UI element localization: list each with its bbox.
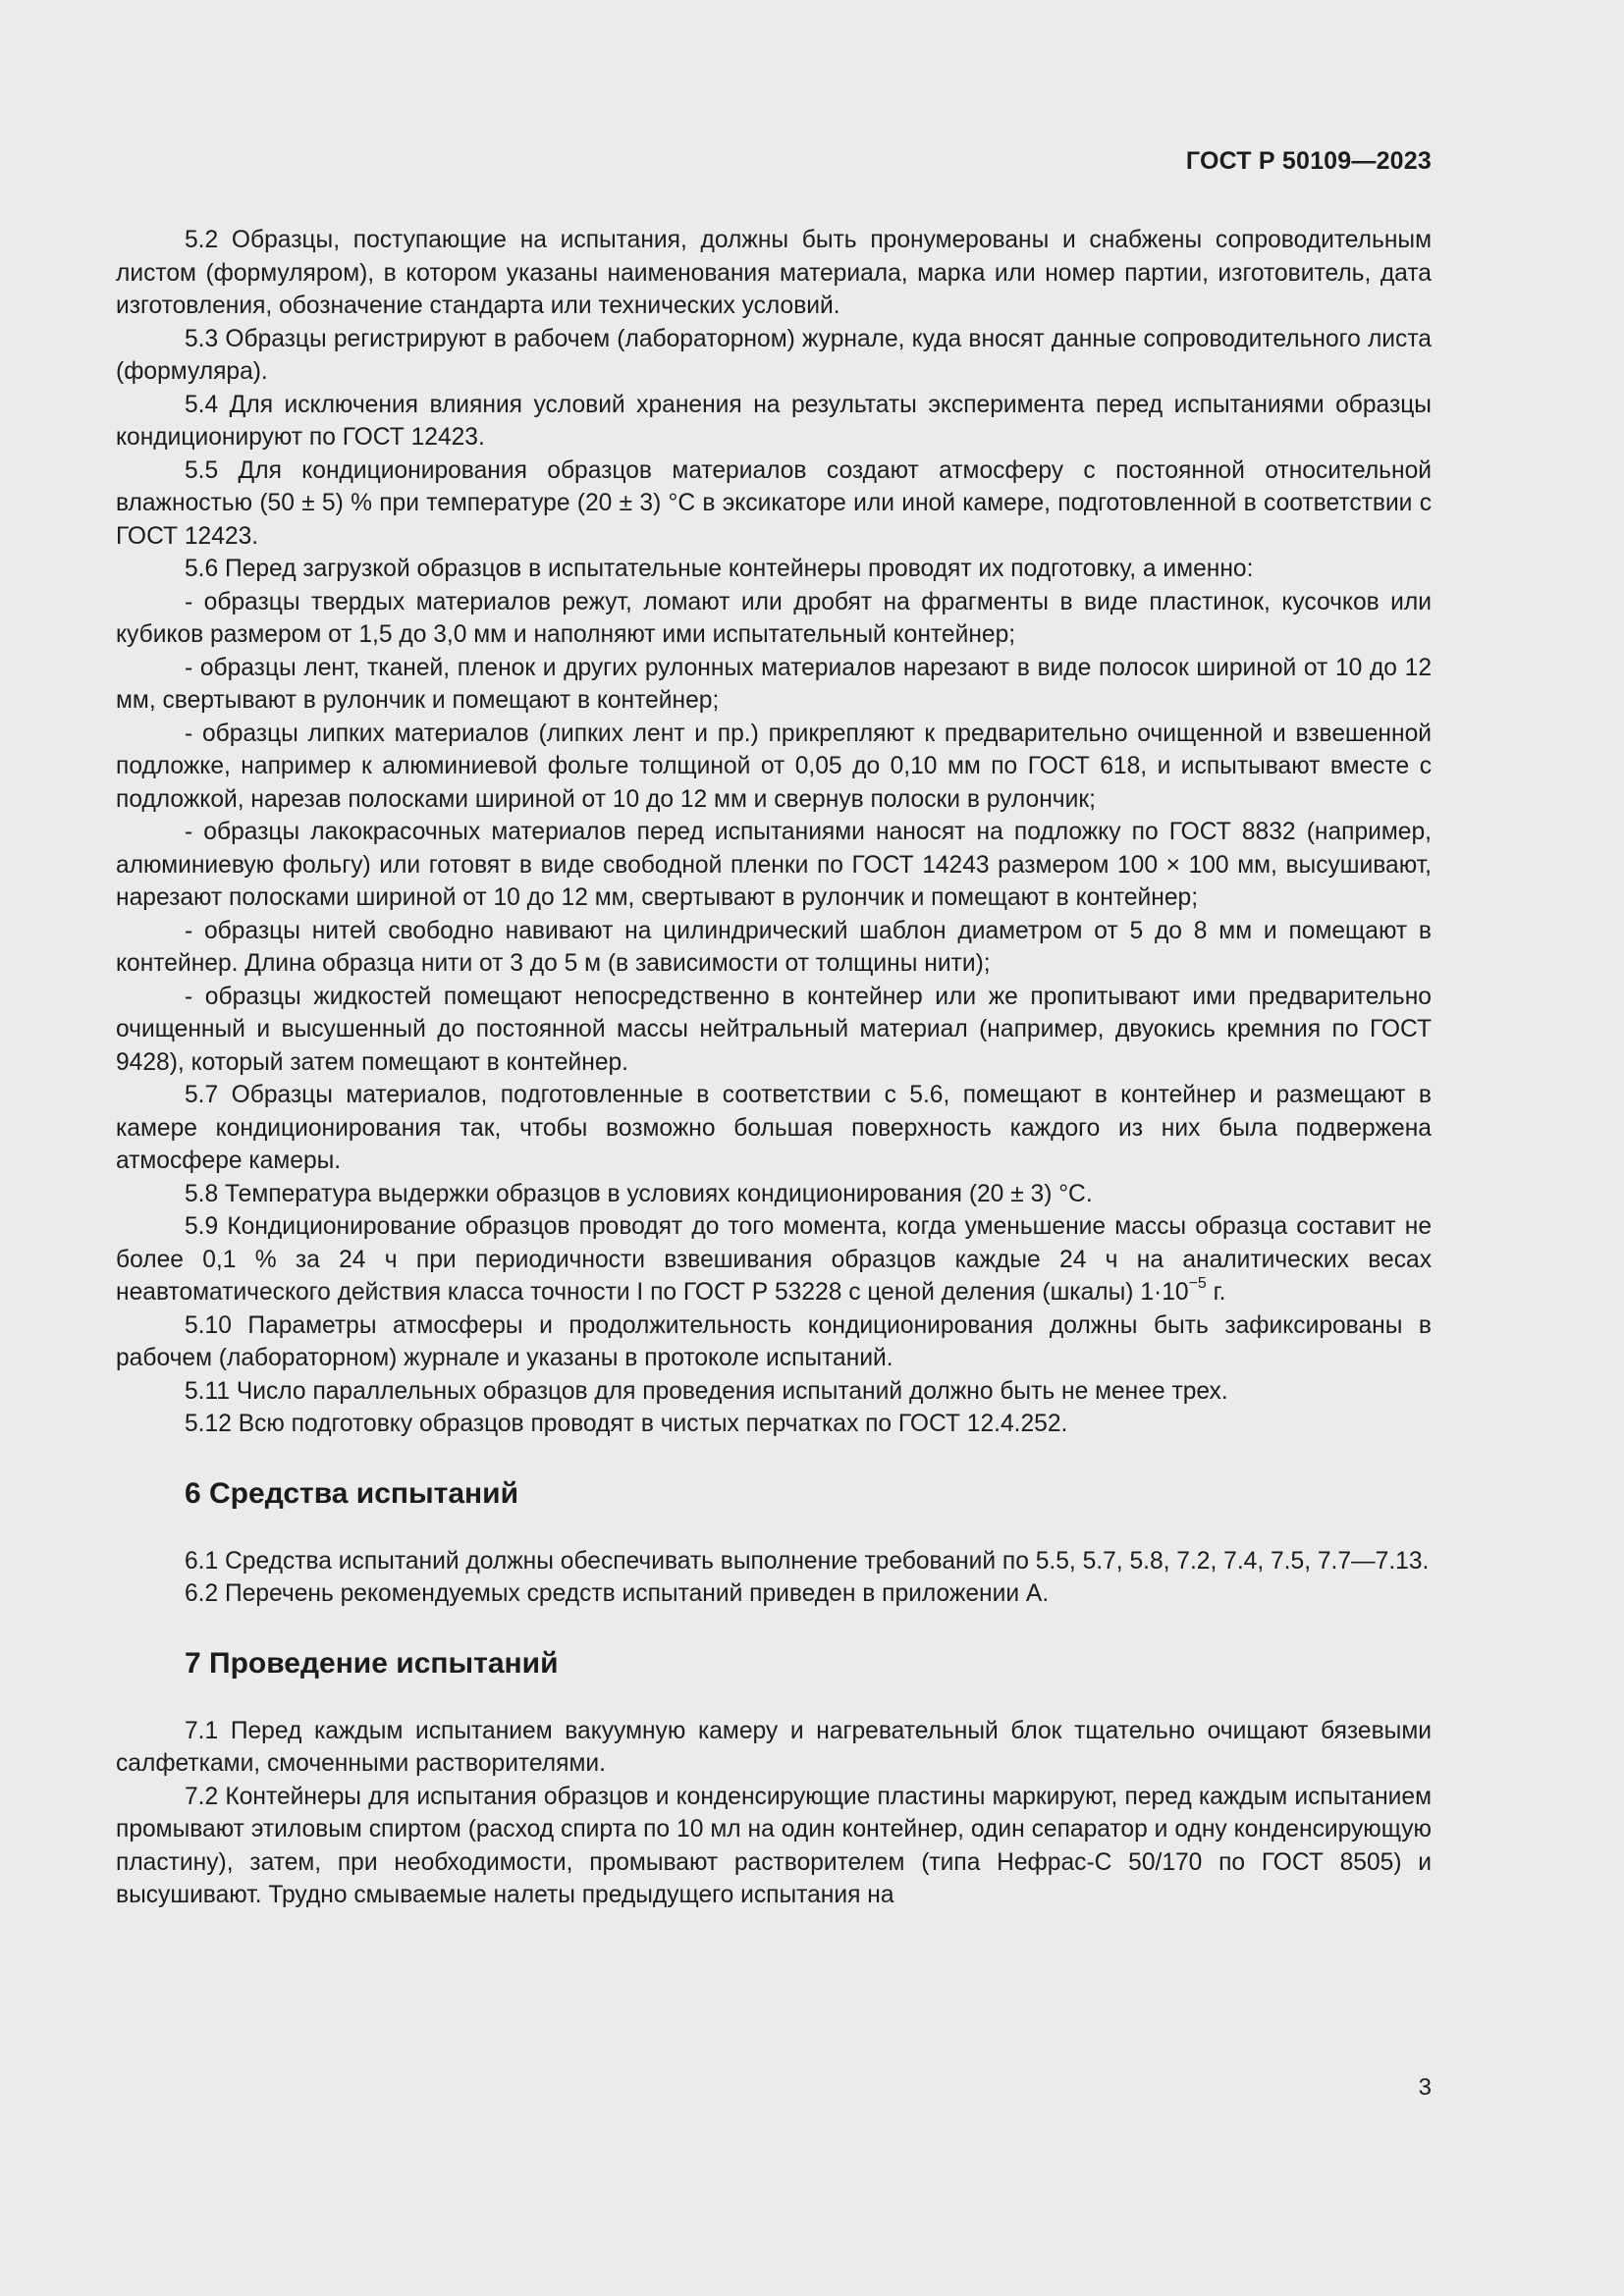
paragraph-5-10: 5.10 Параметры атмосферы и продолжительность кондиционирования должны быть зафиксированы в рабочем (лабораторном) журнале и указаны в протоколе испытаний. [116, 1311, 1432, 1371]
paragraph-5-11: 5.11 Число параллельных образцов для проведения испытаний должно быть не менее трех. [185, 1377, 1228, 1405]
paragraph-5-9-text: 5.9 Кондиционирование образцов проводят до того момента, когда уменьшение массы образца составит не более 0,1 % за 24 ч при периодичности взвешивания образцов каждые 24 ч на аналитических весах неавтоматического действия класса точности I по ГОСТ Р 53228 с ценой деления (шкалы) 1·10 [116, 1213, 1432, 1306]
list-item-solid-materials: - образцы твердых материалов режут, ломают или дробят на фрагменты в виде пластинок, кусочков или кубиков размером от 1,5 до 3,0 мм и наполняют ими испытательный контейнер; [116, 588, 1432, 648]
paragraph-5-7: 5.7 Образцы материалов, подготовленные в соответствии с 5.6, помещают в контейнер и размещают в камере кондиционирования так, чтобы возможно большая поверхность каждого из них была подвержена атмосфере камеры. [116, 1082, 1432, 1174]
list-item-threads: - образцы нитей свободно навивают на цилиндрический шаблон диаметром от 5 до 8 мм и помещают в контейнер. Длина образца нити от 3 до 5 м (в зависимости от толщины нити); [116, 917, 1432, 977]
document-body [116, 224, 1432, 1912]
paragraph-6-2: 6.2 Перечень рекомендуемых средств испытаний приведен в приложении А. [185, 1580, 1050, 1607]
page-number: 3 [1418, 2074, 1432, 2101]
paragraph-5-5: 5.5 Для кондиционирования образцов материалов создают атмосферу с постоянной относительной влажностью (50 ± 5) % при температуре (20 ± 3) °С в эксикаторе или иной камере, подготовленной в соответствии с ГОСТ 12423. [116, 456, 1432, 550]
section-7-title: 7 Проведение испытаний [185, 1646, 559, 1680]
paragraph-6-1: 6.1 Средства испытаний должны обеспечивать выполнение требований по 5.5, 5.7, 5.8, 7.2, 7.4, 7.5, 7.7—7.13. [185, 1547, 1430, 1575]
paragraph-5-2: 5.2 Образцы, поступающие на испытания, должны быть пронумерованы и снабжены сопроводительным листом (формуляром), в котором указаны наименования материала, марка или номер партии, изготовитель, дата изготовления, обозначение стандарта или технических условий. [116, 227, 1432, 319]
paragraph-5-3: 5.3 Образцы регистрируют в рабочем (лабораторном) журнале, куда вносят данные сопроводительного листа (формуляра). [116, 325, 1432, 385]
section-6-title: 6 Средства испытаний [185, 1476, 519, 1510]
paragraph-5-12: 5.12 Всю подготовку образцов проводят в чистых перчатках по ГОСТ 12.4.252. [185, 1411, 1068, 1437]
paragraph-5-8: 5.8 Температура выдержки образцов в условиях кондиционирования (20 ± 3) °С. [185, 1180, 1093, 1207]
paragraph-7-2: 7.2 Контейнеры для испытания образцов и конденсирующие пластины маркируют, перед каждым испытанием промывают этиловым спиртом (расход спирта по 10 мл на один контейнер, один сепаратор и одну конденсирующую пластину), затем, при необходимости, промывают растворителем (типа Нефрас-С 50/170 по ГОСТ 8505) и высушивают. Трудно смываемые налеты предыдущего испытания на [116, 1783, 1432, 1908]
standard-number-header: ГОСТ Р 50109—2023 [1185, 147, 1432, 175]
paragraph-5-6: 5.6 Перед загрузкой образцов в испытательные контейнеры проводят их подготовку, а именно: [185, 556, 1254, 582]
list-item-adhesive-materials: - образцы липких материалов (липких лент и пр.) прикрепляют к предварительно очищенной и взвешенной подложке, например к алюминиевой фольге толщиной от 0,05 до 0,10 мм по ГОСТ 618, и испытывают вместе с подложкой, нарезав полосками шириной от 10 до 12 мм и свернув полоски в рулончик; [116, 720, 1432, 813]
list-item-liquids: - образцы жидкостей помещают непосредственно в контейнер или же пропитывают ими предварительно очищенный и высушенный до постоянной массы нейтральный материал (например, двуокись кремния по ГОСТ 9428), который затем помещают в контейнер. [116, 983, 1432, 1076]
paragraph-7-1: 7.1 Перед каждым испытанием вакуумную камеру и нагревательный блок тщательно очищают бязевыми салфетками, смоченными растворителями. [116, 1717, 1432, 1777]
paragraph-5-9 [116, 1210, 1432, 1309]
list-item-roll-materials: - образцы лент, тканей, пленок и других рулонных материалов нарезают в виде полосок шириной от 10 до 12 мм, свертывают в рулончик и помещают в контейнер; [116, 654, 1432, 714]
paragraph-5-9-exponent: −5 [1188, 1274, 1207, 1292]
list-item-paint-materials: - образцы лакокрасочных материалов перед испытаниями наносят на подложку по ГОСТ 8832 (например, алюминиевую фольгу) или готовят в виде свободной пленки по ГОСТ 14243 размером 100 × 100 мм, высушивают, нарезают полосками шириной от 10 до 12 мм, свертывают в рулончик и помещают в контейнер; [116, 819, 1432, 911]
paragraph-5-4: 5.4 Для исключения влияния условий хранения на результаты эксперимента перед испытаниями образцы кондиционируют по ГОСТ 12423. [116, 391, 1432, 451]
paragraph-5-9-suffix: г. [1206, 1279, 1226, 1306]
